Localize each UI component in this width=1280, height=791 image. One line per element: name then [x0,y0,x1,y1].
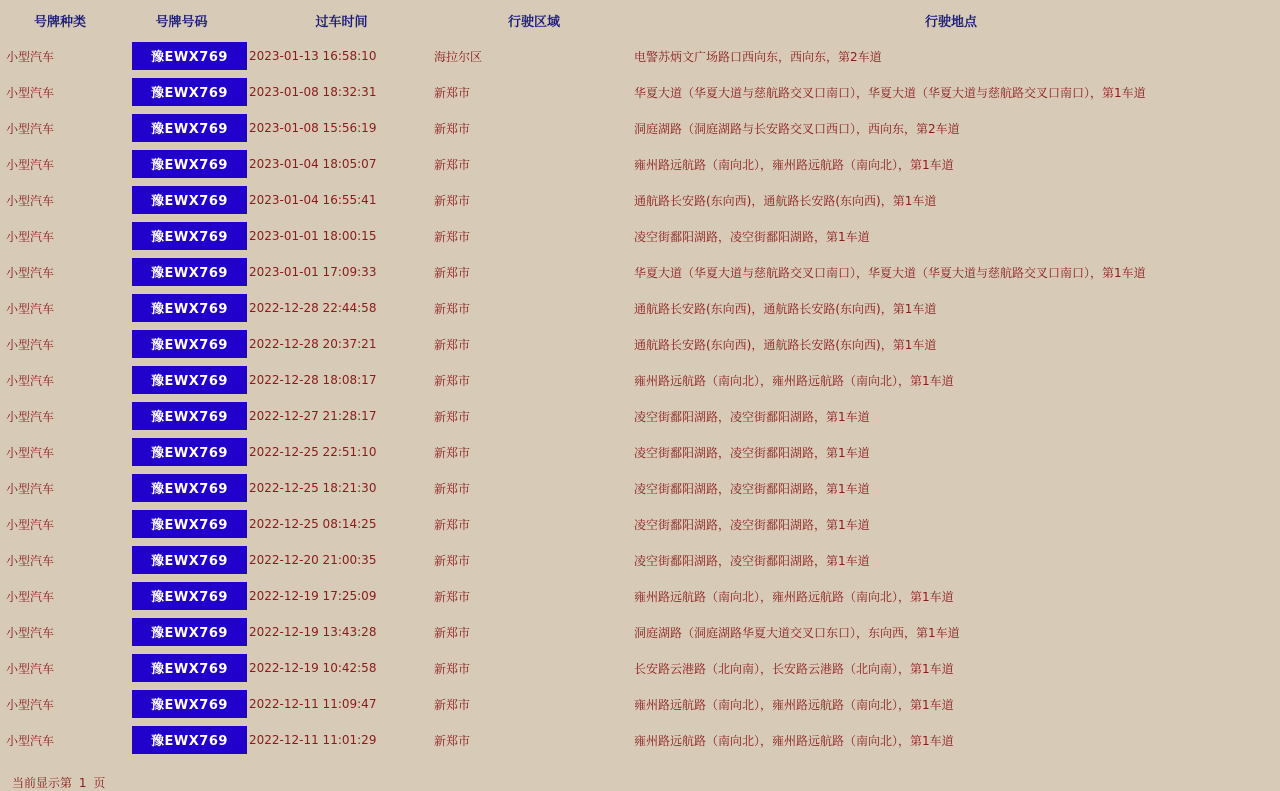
plate-badge[interactable]: 豫EWX769 [132,726,247,754]
cell-location: 雍州路远航路（南向北），雍州路远航路（南向北），第1车道 [634,373,954,388]
cell-area: 新郑市 [434,481,471,496]
cell-plate-number[interactable] [114,362,249,398]
vehicle-pass-records-table [6,8,1268,758]
pagination-page-number: 1 [78,776,87,790]
plate-badge[interactable]: 豫EWX769 [132,150,247,178]
cell-area: 新郑市 [434,193,471,208]
cell-plate-number[interactable] [114,290,249,326]
table-row[interactable] [6,542,1268,578]
cell-area: 新郑市 [434,661,471,676]
table-row[interactable] [6,470,1268,506]
cell-location: 长安路云港路（北向南），长安路云港路（北向南），第1车道 [634,661,954,676]
plate-badge[interactable]: 豫EWX769 [132,510,247,538]
plate-badge[interactable]: 豫EWX769 [132,186,247,214]
cell-plate-type: 小型汽车 [6,49,55,64]
cell-pass-time: 2022-12-19 10:42:58 [249,661,377,675]
cell-plate-type: 小型汽车 [6,589,55,604]
plate-badge[interactable]: 豫EWX769 [132,402,247,430]
cell-plate-type: 小型汽车 [6,481,55,496]
cell-plate-number[interactable] [114,686,249,722]
table-row[interactable] [6,254,1268,290]
cell-plate-number[interactable] [114,650,249,686]
column-header-area: 行驶区域 [507,15,560,30]
cell-area: 新郑市 [434,733,471,748]
cell-plate-number[interactable] [114,398,249,434]
cell-plate-number[interactable] [114,38,249,74]
table-row[interactable] [6,398,1268,434]
cell-area: 新郑市 [434,229,471,244]
plate-badge[interactable]: 豫EWX769 [132,366,247,394]
pagination-suffix: 页 [93,776,106,790]
cell-plate-type: 小型汽车 [6,661,55,676]
table-row[interactable] [6,74,1268,110]
plate-badge[interactable]: 豫EWX769 [132,690,247,718]
table-row[interactable] [6,650,1268,686]
cell-area: 新郑市 [434,697,471,712]
cell-plate-type: 小型汽车 [6,733,55,748]
cell-pass-time: 2022-12-28 22:44:58 [249,301,377,315]
cell-plate-number[interactable] [114,506,249,542]
cell-plate-type: 小型汽车 [6,517,55,532]
table-row[interactable] [6,290,1268,326]
table-header [6,8,1268,38]
cell-location: 华夏大道（华夏大道与慈航路交叉口南口），华夏大道（华夏大道与慈航路交叉口南口），第1车道 [634,85,1146,100]
table-body [6,38,1268,758]
cell-plate-type: 小型汽车 [6,553,55,568]
cell-area: 新郑市 [434,553,471,568]
cell-pass-time: 2022-12-25 08:14:25 [249,517,377,531]
cell-pass-time: 2022-12-28 20:37:21 [249,337,377,351]
plate-badge[interactable]: 豫EWX769 [132,654,247,682]
cell-location: 凌空街鄱阳湖路，凌空街鄱阳湖路，第1车道 [634,445,870,460]
cell-plate-type: 小型汽车 [6,409,55,424]
cell-location: 凌空街鄱阳湖路，凌空街鄱阳湖路，第1车道 [634,553,870,568]
cell-plate-number[interactable] [114,254,249,290]
cell-location: 凌空街鄱阳湖路，凌空街鄱阳湖路，第1车道 [634,481,870,496]
cell-area: 新郑市 [434,121,471,136]
table-header-row [6,8,1268,38]
cell-pass-time: 2022-12-25 22:51:10 [249,445,377,459]
cell-pass-time: 2022-12-25 18:21:30 [249,481,377,495]
table-row[interactable] [6,614,1268,650]
cell-plate-type: 小型汽车 [6,85,55,100]
cell-plate-number[interactable] [114,614,249,650]
cell-pass-time: 2023-01-04 18:05:07 [249,157,377,171]
cell-location: 通航路长安路(东向西)，通航路长安路(东向西)，第1车道 [634,337,937,352]
cell-pass-time: 2023-01-01 17:09:33 [249,265,377,279]
cell-area: 新郑市 [434,301,471,316]
plate-badge[interactable]: 豫EWX769 [132,294,247,322]
cell-plate-type: 小型汽车 [6,193,55,208]
cell-plate-type: 小型汽车 [6,301,55,316]
plate-badge[interactable]: 豫EWX769 [132,474,247,502]
cell-location: 通航路长安路(东向西)，通航路长安路(东向西)，第1车道 [634,193,937,208]
cell-area: 新郑市 [434,409,471,424]
cell-plate-number[interactable] [114,146,249,182]
cell-pass-time: 2023-01-13 16:58:10 [249,49,377,63]
cell-pass-time: 2023-01-04 16:55:41 [249,193,377,207]
cell-plate-number[interactable] [114,722,249,758]
cell-location: 凌空街鄱阳湖路，凌空街鄱阳湖路，第1车道 [634,409,870,424]
cell-area: 新郑市 [434,517,471,532]
pagination-prefix: 当前显示第 [12,776,73,790]
cell-location: 凌空街鄱阳湖路，凌空街鄱阳湖路，第1车道 [634,517,870,532]
table-row[interactable] [6,146,1268,182]
table-row[interactable] [6,218,1268,254]
column-header-location: 行驶地点 [924,15,977,30]
cell-plate-number[interactable] [114,578,249,614]
table-row[interactable] [6,38,1268,74]
cell-plate-number[interactable] [114,470,249,506]
cell-plate-number[interactable] [114,434,249,470]
table-row[interactable] [6,110,1268,146]
plate-badge[interactable]: 豫EWX769 [132,78,247,106]
cell-area: 新郑市 [434,625,471,640]
cell-location: 洞庭湖路（洞庭湖路华夏大道交叉口东口），东向西，第1车道 [634,625,960,640]
table-row[interactable] [6,722,1268,758]
plate-badge[interactable]: 豫EWX769 [132,42,247,70]
cell-plate-type: 小型汽车 [6,697,55,712]
table-row[interactable] [6,362,1268,398]
cell-area: 新郑市 [434,265,471,280]
plate-badge[interactable]: 豫EWX769 [132,222,247,250]
cell-area: 海拉尔区 [434,49,483,64]
cell-pass-time: 2022-12-20 21:00:35 [249,553,377,567]
column-header-plate-number: 号牌号码 [155,15,208,30]
cell-plate-number[interactable] [114,182,249,218]
table-row[interactable] [6,506,1268,542]
cell-plate-type: 小型汽车 [6,229,55,244]
pagination-footer [12,774,1280,791]
cell-location: 雍州路远航路（南向北），雍州路远航路（南向北），第1车道 [634,733,954,748]
cell-location: 华夏大道（华夏大道与慈航路交叉口南口），华夏大道（华夏大道与慈航路交叉口南口），第1车道 [634,265,1146,280]
plate-badge[interactable]: 豫EWX769 [132,438,247,466]
cell-plate-type: 小型汽车 [6,373,55,388]
plate-badge[interactable]: 豫EWX769 [132,330,247,358]
cell-pass-time: 2022-12-11 11:09:47 [249,697,377,711]
cell-area: 新郑市 [434,373,471,388]
table-row[interactable] [6,686,1268,722]
cell-location: 洞庭湖路（洞庭湖路与长安路交叉口西口），西向东，第2车道 [634,121,960,136]
cell-pass-time: 2023-01-08 15:56:19 [249,121,377,135]
cell-location: 雍州路远航路（南向北），雍州路远航路（南向北），第1车道 [634,697,954,712]
cell-plate-number[interactable] [114,542,249,578]
plate-badge[interactable]: 豫EWX769 [132,582,247,610]
cell-plate-number[interactable] [114,218,249,254]
cell-plate-type: 小型汽车 [6,265,55,280]
cell-plate-number[interactable] [114,110,249,146]
cell-area: 新郑市 [434,85,471,100]
cell-pass-time: 2023-01-01 18:00:15 [249,229,377,243]
cell-location: 通航路长安路(东向西)，通航路长安路(东向西)，第1车道 [634,301,937,316]
table-row[interactable] [6,326,1268,362]
table-row[interactable] [6,182,1268,218]
cell-plate-type: 小型汽车 [6,625,55,640]
cell-area: 新郑市 [434,445,471,460]
plate-badge[interactable]: 豫EWX769 [132,258,247,286]
cell-pass-time: 2023-01-08 18:32:31 [249,85,377,99]
cell-location: 电警苏炳文广场路口西向东，西向东，第2车道 [634,49,882,64]
cell-location: 雍州路远航路（南向北），雍州路远航路（南向北），第1车道 [634,589,954,604]
plate-badge[interactable]: 豫EWX769 [132,546,247,574]
cell-plate-number[interactable] [114,326,249,362]
cell-pass-time: 2022-12-28 18:08:17 [249,373,377,387]
plate-badge[interactable]: 豫EWX769 [132,618,247,646]
table-row[interactable] [6,434,1268,470]
cell-pass-time: 2022-12-19 13:43:28 [249,625,377,639]
column-header-pass-time: 过车时间 [315,15,368,30]
cell-pass-time: 2022-12-27 21:28:17 [249,409,377,423]
cell-area: 新郑市 [434,589,471,604]
cell-location: 凌空街鄱阳湖路，凌空街鄱阳湖路，第1车道 [634,229,870,244]
cell-plate-number[interactable] [114,74,249,110]
cell-plate-type: 小型汽车 [6,157,55,172]
cell-location: 雍州路远航路（南向北），雍州路远航路（南向北），第1车道 [634,157,954,172]
cell-plate-type: 小型汽车 [6,445,55,460]
cell-plate-type: 小型汽车 [6,337,55,352]
cell-area: 新郑市 [434,337,471,352]
cell-pass-time: 2022-12-19 17:25:09 [249,589,377,603]
cell-plate-type: 小型汽车 [6,121,55,136]
plate-badge[interactable]: 豫EWX769 [132,114,247,142]
cell-pass-time: 2022-12-11 11:01:29 [249,733,377,747]
column-header-plate-type: 号牌种类 [33,15,86,30]
cell-area: 新郑市 [434,157,471,172]
table-row[interactable] [6,578,1268,614]
